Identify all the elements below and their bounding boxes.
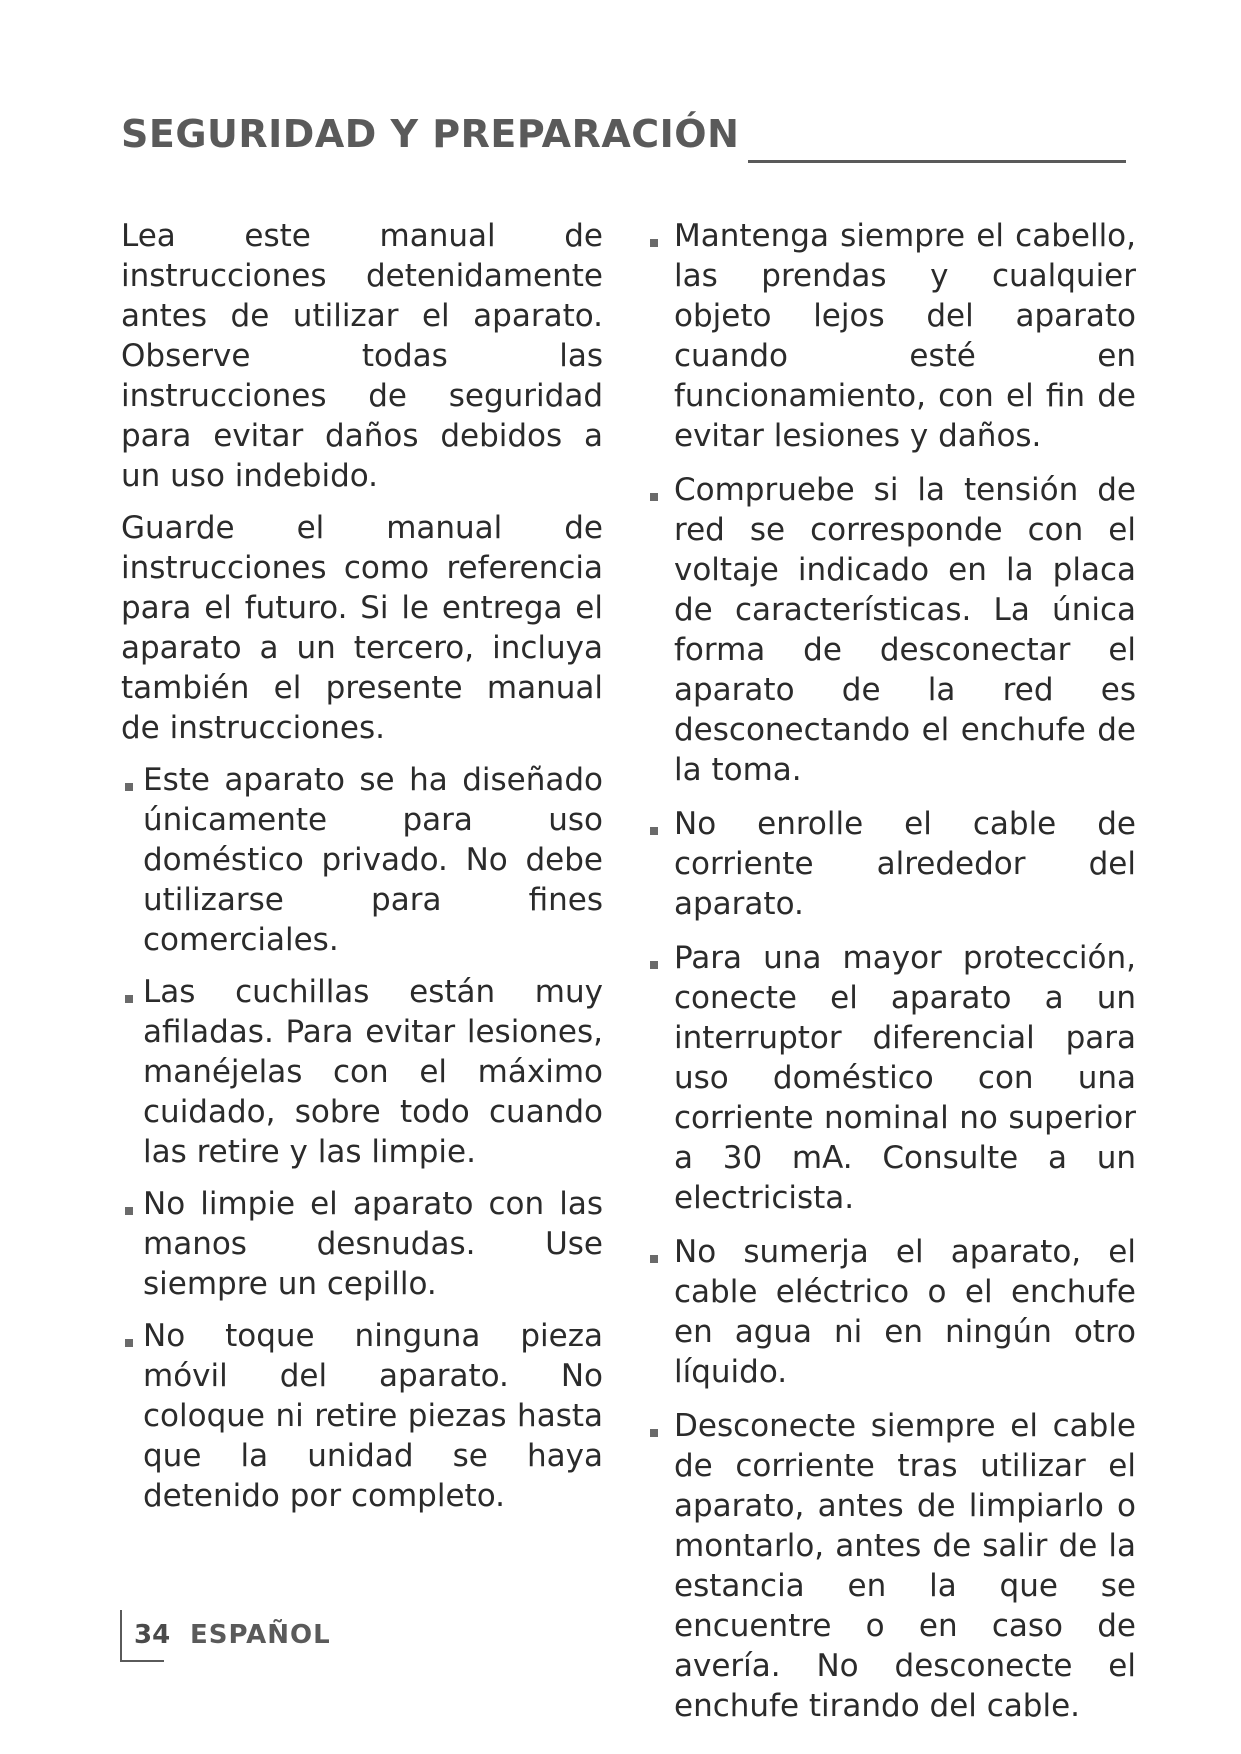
left-column xyxy=(121,216,603,1528)
intro-paragraph: Lea este manual de instrucciones detenidamente antes de utilizar el aparato. Observe todas las instrucciones de seguridad para evitar daños debidos a un uso indebido. xyxy=(121,218,603,494)
safety-list-left xyxy=(121,760,603,1516)
list-item-text: No toque ninguna pieza móvil del aparato. No coloque ni retire piezas hasta que la unidad se haya detenido por completo. xyxy=(143,1318,603,1514)
list-item-text: Este aparato se ha diseñado únicamente para uso doméstico privado. No debe utilizarse para fines comerciales. xyxy=(143,762,603,958)
list-item xyxy=(648,470,1136,790)
right-column xyxy=(648,216,1136,1740)
footer-language: ESPAÑOL xyxy=(190,1620,331,1650)
bullet-icon xyxy=(650,961,658,969)
list-item-text: No sumerja el aparato, el cable eléctrico o el enchufe en agua ni en ningún otro líquido. xyxy=(674,1234,1136,1390)
bullet-icon xyxy=(125,995,133,1003)
list-item xyxy=(648,216,1136,456)
list-item-text: No limpie el aparato con las manos desnudas. Use siempre un cepillo. xyxy=(143,1186,603,1302)
bullet-icon xyxy=(650,1429,658,1437)
bullet-icon xyxy=(125,1207,133,1215)
page-title: SEGURIDAD Y PREPARACIÓN xyxy=(121,112,740,156)
bullet-icon xyxy=(125,783,133,791)
list-item xyxy=(121,760,603,960)
bullet-icon xyxy=(650,1255,658,1263)
bullet-icon xyxy=(650,827,658,835)
footer-rule-vertical xyxy=(120,1610,122,1662)
title-rule xyxy=(748,160,1126,163)
list-item xyxy=(648,1406,1136,1726)
list-item xyxy=(121,972,603,1172)
list-item xyxy=(648,804,1136,924)
list-item-text: Mantenga siempre el cabello, las prendas y cualquier objeto lejos del aparato cuando esté en funcionamiento, con el fin de evitar lesiones y daños. xyxy=(674,218,1136,454)
intro-paragraph: Guarde el manual de instrucciones como referencia para el futuro. Si le entrega el aparato a un tercero, incluya también el presente manual de instrucciones. xyxy=(121,510,603,746)
footer-rule-horizontal xyxy=(120,1660,164,1662)
list-item-text: Compruebe si la tensión de red se corresponde con el voltaje indicado en la placa de características. La única forma de desconectar el aparato de la red es desconectando el enchufe de la toma. xyxy=(674,472,1136,788)
bullet-icon xyxy=(650,239,658,247)
page-number: 34 xyxy=(134,1620,171,1650)
list-item xyxy=(121,1316,603,1516)
list-item xyxy=(648,1232,1136,1392)
safety-list-right xyxy=(648,216,1136,1726)
list-item-text: No enrolle el cable de corriente alrededor del aparato. xyxy=(674,806,1136,922)
list-item-text: Las cuchillas están muy afiladas. Para evitar lesiones, manéjelas con el máximo cuidado, sobre todo cuando las retire y las limpie. xyxy=(143,974,603,1170)
list-item-text: Para una mayor protección, conecte el aparato a un interruptor diferencial para uso doméstico con una corriente nominal no superior a 30 mA. Consulte a un electricista. xyxy=(674,940,1136,1216)
list-item xyxy=(648,938,1136,1218)
list-item xyxy=(121,1184,603,1304)
list-item-text: Desconecte siempre el cable de corriente tras utilizar el aparato, antes de limpiarlo o montarlo, antes de salir de la estancia en la que se encuentre o en caso de avería. No desconecte el enchufe tirando del cable. xyxy=(674,1408,1136,1724)
bullet-icon xyxy=(650,493,658,501)
bullet-icon xyxy=(125,1339,133,1347)
